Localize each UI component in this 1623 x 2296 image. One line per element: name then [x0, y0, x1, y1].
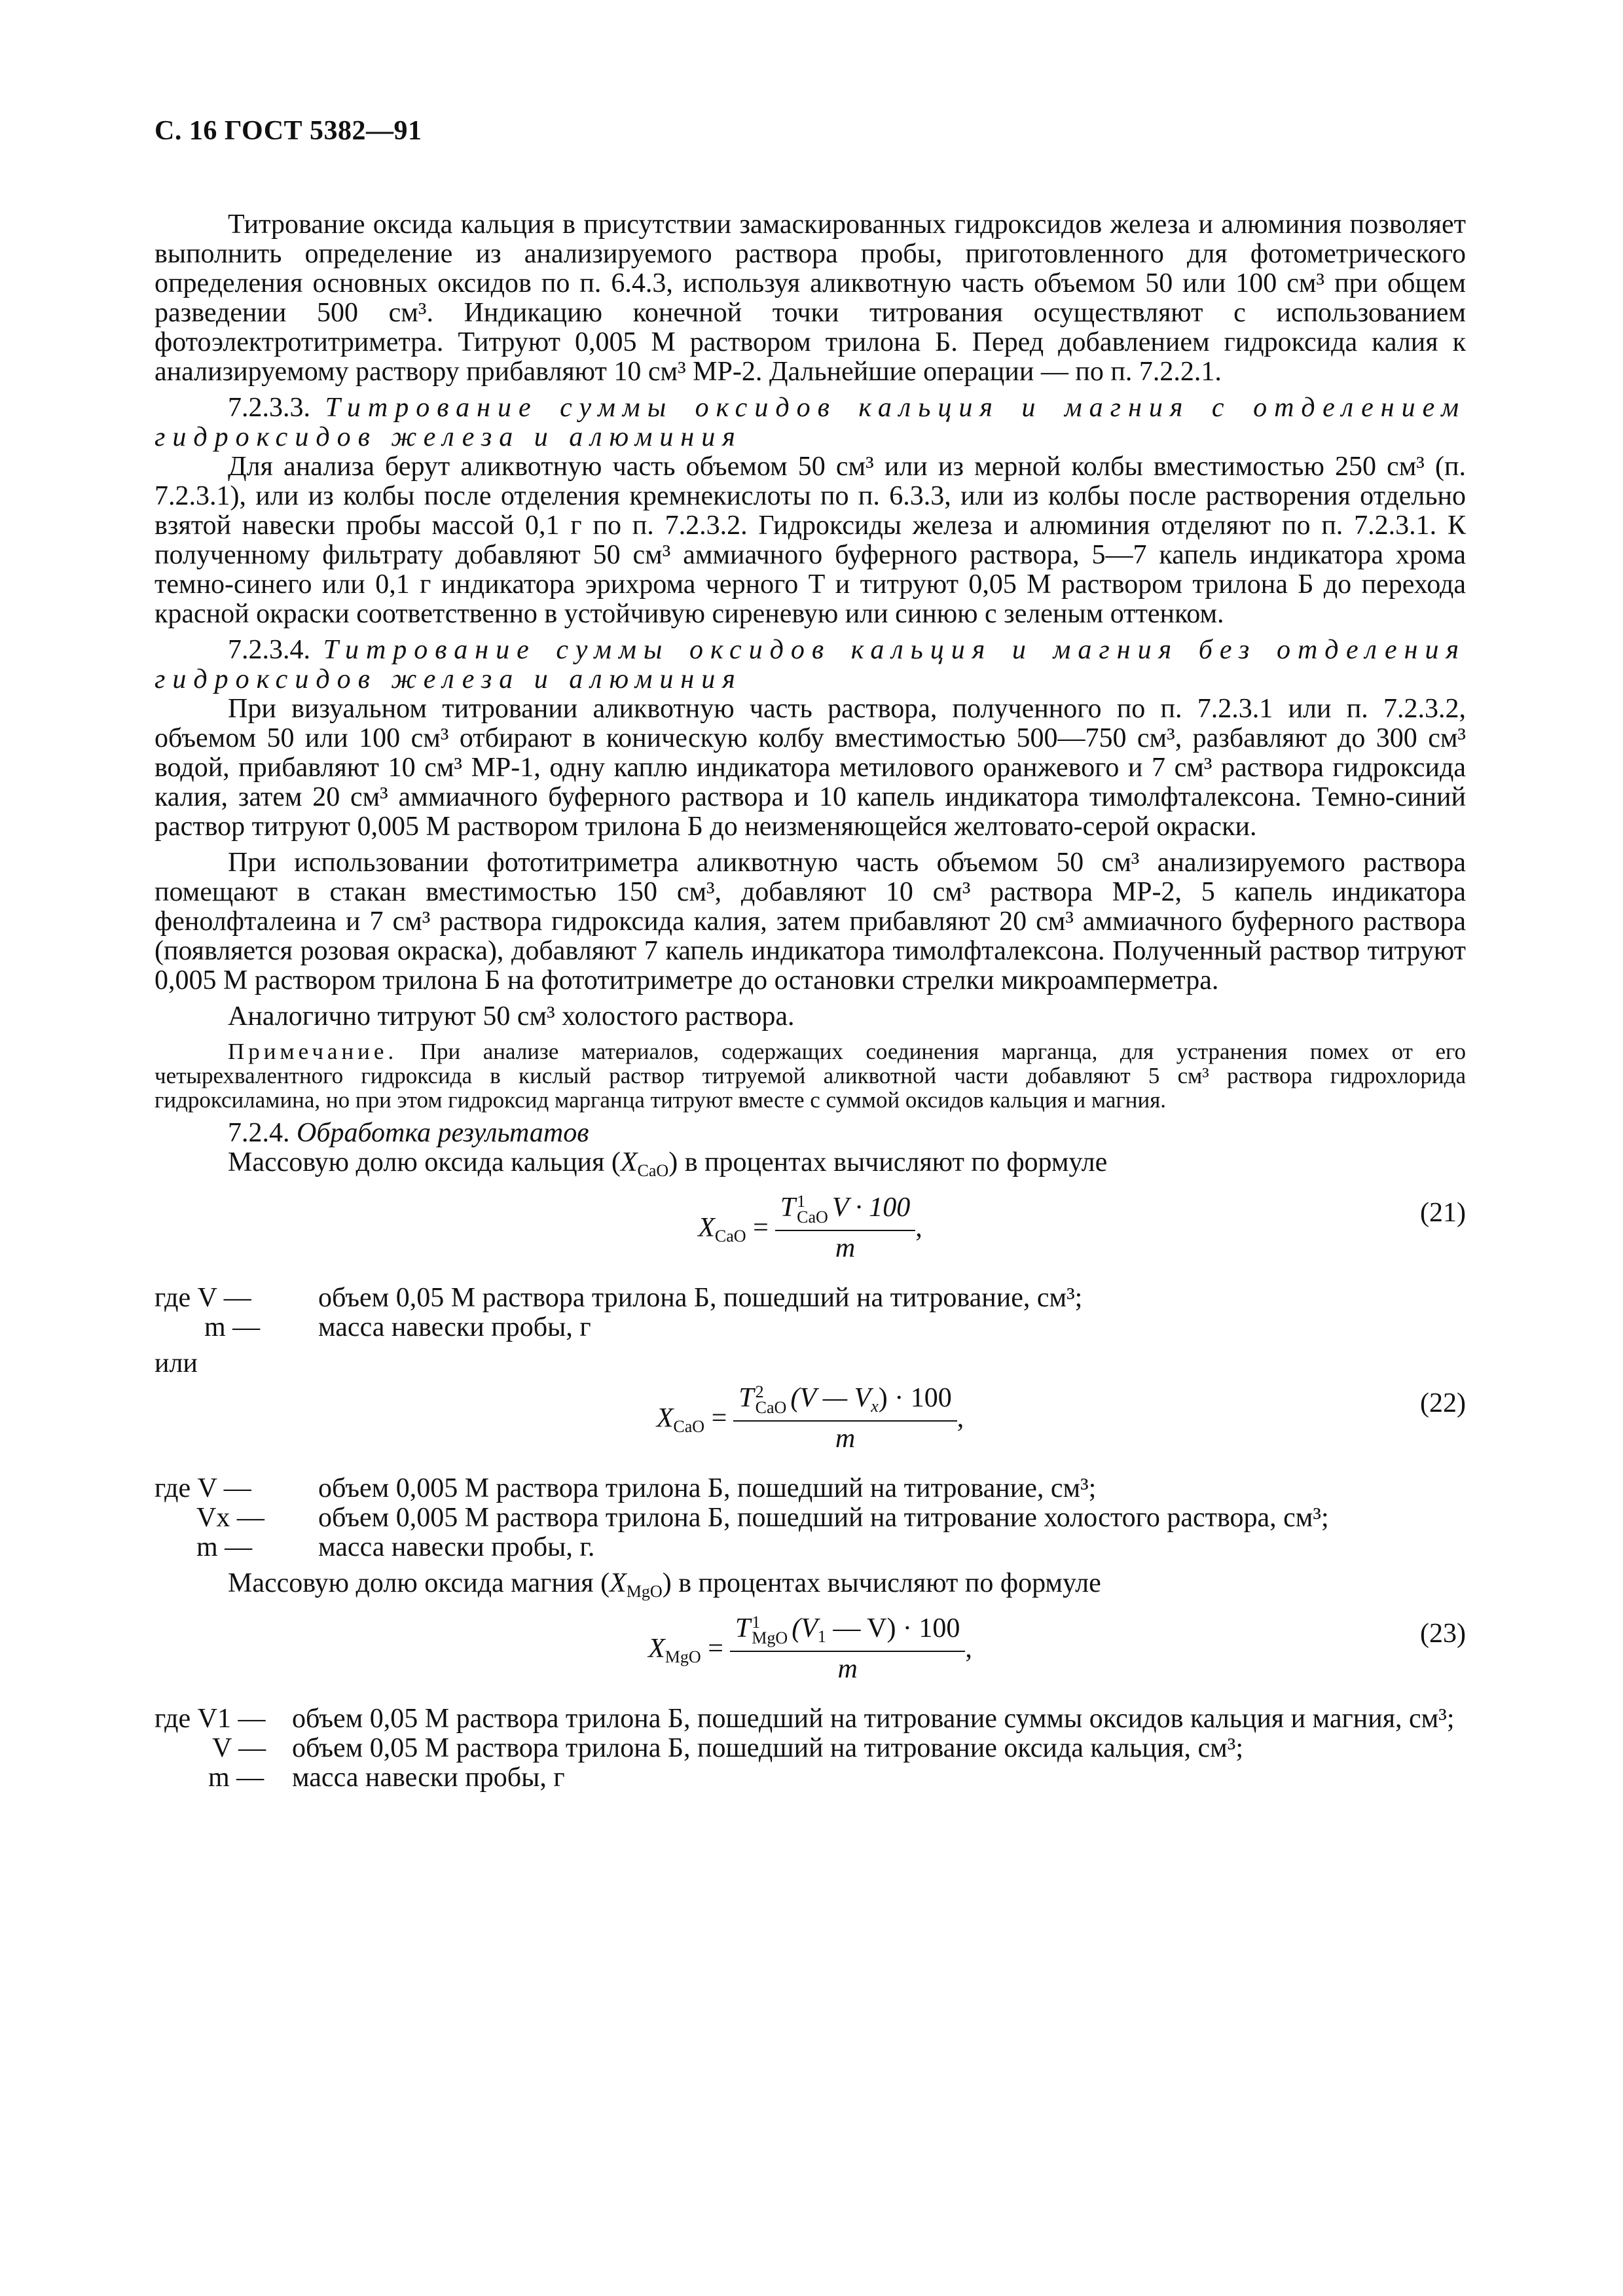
paragraph-calcium-masked: Титрование оксида кальция в присутствии замаскированных гидроксидов железа и алюминия позволяет выполнить определение из анализируемого раствора пробы, приготовленного для фотометрического определения основных оксидов по п. 6.4.3, используя аликвотную часть объемом 50 или 100 см³ при общем разведении 500 см³. Индикацию конечной точки титрования осуществляют с использованием фотоэлектротитриметра. Титруют 0,005 М раствором трилона Б. Перед добавлением гидроксида калия к анализируемому раствору прибавляют 10 см³ МР-2. Дальнейшие операции — по п. 7.2.2.1.	[155, 209, 1466, 387]
paragraph-visual-titration: При визуальном титровании аликвотную часть раствора, полученного по п. 7.2.3.1 или п. 7.2.3.2, объемом 50 или 100 см³ отбирают в коническую колбу вместимостью 500—750 см³, разбавляют до 300 см³ водой, прибавляют 10 см³ МР-1, одну каплю индикатора метилового оранжевого и 7 см³ раствора гидроксида калия, затем 20 см³ аммиачного буферного раствора и 10 капель индикатора тимолфталексона. Темно-синий раствор титруют 0,005 М раствором трилона Б до неизменяющейся желтовато-серой окраски.	[155, 694, 1466, 842]
definition-row: где V1 — объем 0,05 М раствора трилона Б, пошедший на титрование суммы оксидов кальция и магния, см³;	[155, 1704, 1455, 1734]
section-title: Обработка результатов	[297, 1118, 589, 1148]
definition-row: где V — объем 0,05 М раствора трилона Б, пошедший на титрование, см³;	[155, 1283, 1083, 1313]
formula-22: $X_{CaO}$ = T 2 CaO (V — $V_x) \cdot 100$ m , (22)	[656, 1382, 1466, 1454]
definitions-22	[155, 1474, 1466, 1562]
paragraph-magnesium-formula-intro: Массовую долю оксида магния $(X_{MgO})$ в процентах вычисляют по формуле	[228, 1568, 1101, 1601]
formula-23: $X_{MgO}$ = T 1 MgO ($V_1$ — V) · 100 m , (23)	[648, 1612, 1466, 1685]
formula-lhs: $X_{MgO}$ =	[648, 1634, 723, 1666]
paragraph-sum-with-separation: Для анализа берут аликвотную часть объемом 50 см³ или из мерной колбы вместимостью 250 см³ (п. 7.2.3.1), или из колбы после отделения кремнекислоты по п. 6.3.3, или из колбы после растворения отдельно взятой навески пробы массой 0,1 г по п. 7.2.3.2. Гидроксиды железа и алюминия отделяют по п. 7.2.3.1. К полученному фильтрату добавляют 50 см³ аммиачного буферного раствора, 5—7 капель индикатора хрома темно-синего или 0,1 г индикатора эрихрома черного Т и титруют 0,05 М раствором трилона Б до перехода красной окраски соответственно в устойчивую сиреневую или синюю с зеленым оттенком.	[155, 452, 1466, 629]
page-header: С. 16 ГОСТ 5382—91	[155, 116, 422, 146]
formula-fraction	[730, 1614, 966, 1684]
formula-fraction	[775, 1193, 915, 1263]
equation-number: (23)	[1420, 1619, 1466, 1649]
definition-row: m — масса навески пробы, г	[208, 1763, 565, 1793]
note	[155, 1039, 1466, 1112]
definition-row: V — объем 0,05 М раствора трилона Б, пошедший на титрование оксида кальция, см³;	[212, 1733, 1243, 1763]
or-separator: или	[155, 1348, 198, 1378]
section-7-2-3-3-heading	[155, 393, 1466, 452]
definition-row: m — масса навески пробы, г	[204, 1312, 591, 1342]
formula-lhs: $X_{CaO}$ =	[656, 1403, 727, 1436]
formula-denominator: m	[835, 1424, 856, 1454]
section-7-2-4-heading	[155, 1119, 1466, 1148]
definitions-21	[155, 1283, 1466, 1342]
formula-denominator: m	[835, 1233, 856, 1264]
section-number: 7.2.3.4.	[228, 635, 310, 665]
formula-numerator: T 2 CaO (V — $V_x) \cdot 100$	[733, 1384, 957, 1422]
paragraph-phototitrimeter: При использовании фототитриметра аликвотную часть объемом 50 см³ анализируемого раствора помещают в стакан вместимостью 150 см³, добавляют 10 см³ раствора МР-2, 5 капель индикатора фенолфталеина и 7 см³ раствора гидроксида калия, затем прибавляют 20 см³ аммиачного буферного раствора (появляется розовая окраска), добавляют 7 капель индикатора тимолфталексона. Полученный раствор титруют 0,005 М раствором трилона Б на фототитриметре до остановки стрелки микроамперметра.	[155, 848, 1466, 996]
equation-number: (21)	[1420, 1198, 1466, 1228]
formula-numerator: T 1 CaO V · 100	[775, 1193, 915, 1231]
note-text: При анализе материалов, содержащих соединения марганца, для устранения помех от его четырехвалентного гидроксида в кислый раствор титруемой аликвотной части добавляют 5 см³ раствора гидрохлорида гидроксиламина, но при этом гидроксид марганца титруют вместе с суммой оксидов кальция и магния.	[155, 1039, 1466, 1113]
formula-21: $X_{CaO}$ = T 1 CaO V · 100 m , (21)	[698, 1191, 1466, 1264]
section-number: 7.2.3.3.	[228, 393, 310, 423]
formula-numerator: T 1 MgO ($V_1$ — V) · 100	[730, 1614, 966, 1652]
paragraph-blank-solution: Аналогично титруют 50 см³ холостого раствора.	[228, 1001, 795, 1031]
definition-row: m — масса навески пробы, г.	[196, 1532, 595, 1562]
section-7-2-3-4-heading	[155, 636, 1466, 694]
section-title: Титрование суммы оксидов кальция и магния без отделения гидроксидов железа и алюминия	[155, 635, 1466, 694]
definition-row: Vx — объем 0,005 М раствора трилона Б, пошедший на титрование холостого раствора, см³;	[196, 1503, 1329, 1533]
section-number: 7.2.4.	[228, 1118, 290, 1148]
paragraph-calcium-formula-intro: Массовую долю оксида кальция $(X_{CaO})$ в процентах вычисляют по формуле	[228, 1147, 1108, 1180]
definitions-23	[155, 1704, 1466, 1793]
formula-denominator: m	[837, 1654, 858, 1685]
note-label: Примечание.	[228, 1039, 398, 1064]
section-title: Титрование суммы оксидов кальция и магния с отделением гидроксидов железа и алюминия	[155, 393, 1467, 452]
formula-fraction	[733, 1384, 957, 1454]
equation-number: (22)	[1420, 1388, 1466, 1418]
definition-row: где V — объем 0,005 М раствора трилона Б, пошедший на титрование, см³;	[155, 1473, 1097, 1503]
formula-lhs: $X_{CaO}$ =	[698, 1213, 769, 1246]
